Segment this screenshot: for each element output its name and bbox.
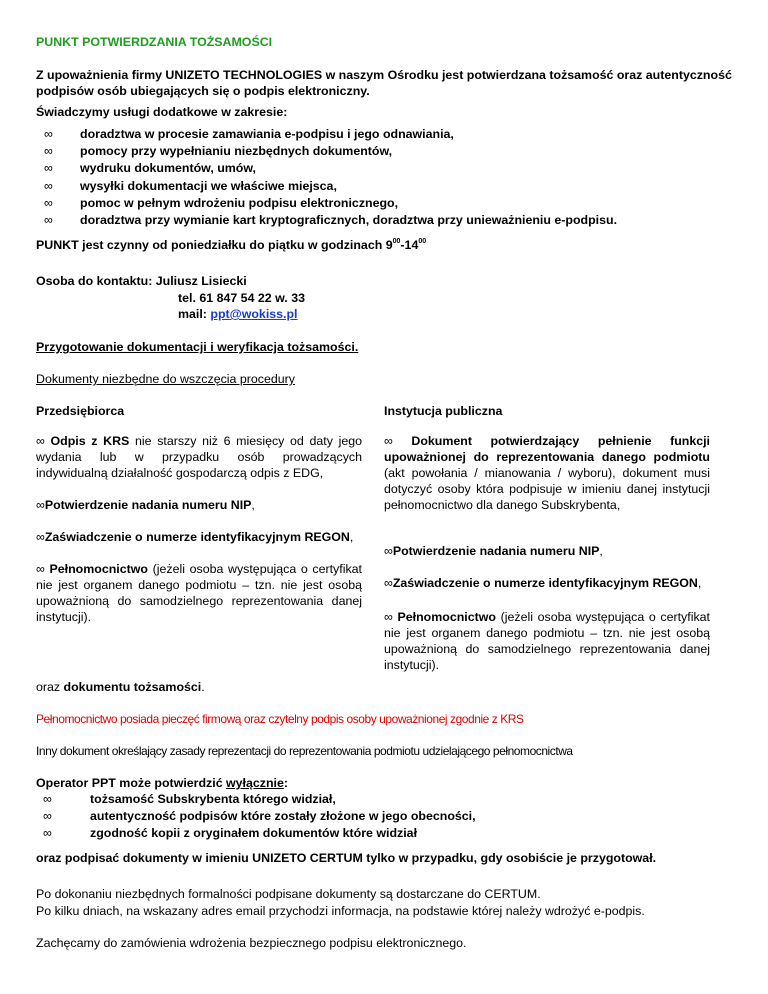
bullet-icon: ∞ (44, 127, 53, 141)
other-document-line: Inny dokument określający zasady reprezentacji do reprezentowania podmiotu udzielającego pełnomocnictwa (36, 744, 573, 758)
bullet-icon: ∞ (43, 809, 52, 824)
page-title: PUNKT POTWIERDZANIA TOŻSAMOŚCI (36, 35, 273, 49)
institution-item-proxy: ∞ Pełnomocnictwo (jeżeli osoba występująca o certyfikat nie jest organem danego podmiotu – tzn. nie jest osobą upoważnioną do samodzielnego reprezentowania danej instytucji). (384, 610, 710, 672)
bullet-icon: ∞ (36, 498, 45, 512)
list-item: ∞ pomocy przy wypełnianiu niezbędnych dokumentów, (44, 144, 393, 159)
entrepreneur-item-proxy: ∞ Pełnomocnictwo (jeżeli osoba występująca o certyfikat nie jest organem danego podmiotu – tzn. nie jest osobą upoważnioną do samodzielnego reprezentowania danej instytucji). (36, 562, 362, 624)
list-item: ∞ tożsamość Subskrybenta którego widział, (43, 792, 336, 806)
bullet-icon: ∞ (44, 212, 53, 227)
operator-list (36, 791, 732, 843)
entrepreneur-heading: Przedsiębiorca (36, 404, 125, 418)
services-list (36, 126, 732, 229)
services-heading: Świadczymy usługi dodatkowe w zakresie: (36, 105, 288, 119)
identity-document-line: oraz dokumentu tożsamości. (36, 680, 205, 694)
operator-sign-note: oraz podpisać dokumenty w imieniu UNIZETO CERTUM tylko w przypadku, gdy osobiście je przygotował. (36, 851, 657, 865)
opening-hours: PUNKT jest czynny od poniedziałku do piątku w godzinach $9^{00}-14^{00}$ (36, 238, 427, 252)
institution-item-nip: ∞Potwierdzenie nadania numeru NIP, (384, 544, 603, 558)
entrepreneur-item-krs: ∞ Odpis z KRS nie starszy niż 6 miesięcy od daty jego wydania lub w przypadku osób prowadzących indywidualną działalność gospodarczą odpis z EDG, (36, 434, 362, 480)
list-item: ∞ zgodność kopii z oryginałem dokumentów które widział (43, 826, 418, 841)
bullet-icon: ∞ (36, 562, 45, 576)
entrepreneur-item-regon: ∞Zaświadczenie o numerze identyfikacyjnym REGON, (36, 530, 354, 544)
entrepreneur-item-nip: ∞Potwierdzenie nadania numeru NIP, (36, 498, 255, 512)
bullet-icon: ∞ (44, 178, 53, 193)
contact-mail-line: mail: ppt@wokiss.pl (178, 307, 298, 321)
list-item: ∞ doradztwa przy wymianie kart kryptograficznych, doradztwa przy unieważnieniu e-podpisu. (44, 212, 618, 227)
bullet-icon: ∞ (384, 544, 393, 558)
bullet-icon: ∞ (384, 610, 393, 624)
list-item: ∞ doradztwa w procesie zamawiania e-podpisu i jego odnawiania, (44, 127, 454, 141)
list-item: ∞ wydruku dokumentów, umów, (44, 161, 256, 176)
bullet-icon: ∞ (44, 161, 53, 176)
after-paragraph-2: Po kilku dniach, na wskazany adres email przychodzi informacja, na podstawie której należy wdrożyć e-podpis. (36, 904, 645, 918)
list-item: ∞ wysyłki dokumentacji we właściwe miejsca, (44, 178, 337, 193)
list-item: ∞ autentyczność podpisów które zostały złożone w jego obecności, (43, 809, 476, 824)
bullet-icon: ∞ (44, 144, 53, 159)
email-link[interactable]: ppt@wokiss.pl (210, 307, 298, 321)
institution-item-appointment: ∞ Dokument potwierdzający pełnienie funkcji upoważnionej do reprezentowania danego podmiotu (akt powołania / mianowania / wyboru), dokument musi dotyczyć osoby która podpisuje w imieniu danej instytucji pełnomocnictwo dla danego Subskrybenta, (384, 434, 710, 512)
bullet-icon: ∞ (43, 826, 52, 841)
bullet-icon: ∞ (384, 434, 393, 448)
contact-phone: tel. 61 847 54 22 w. 33 (178, 291, 305, 305)
after-paragraph-1: Po dokonaniu niezbędnych formalności podpisane dokumenty są dostarczane do CERTUM. (36, 887, 541, 901)
public-institution-heading: Instytucja publiczna (384, 404, 503, 418)
institution-item-regon: ∞Zaświadczenie o numerze identyfikacyjnym REGON, (384, 576, 702, 590)
red-notice: Pełnomocnictwo posiada pieczęć firmową oraz czytelny podpis osoby upoważnionej zgodnie z KRS (36, 712, 524, 726)
closing-line: Zachęcamy do zamówienia wdrożenia bezpiecznego podpisu elektronicznego. (36, 936, 467, 950)
operator-heading: Operator PPT może potwierdzić wyłącznie: (36, 776, 289, 790)
intro-paragraph: Z upoważnienia firmy UNIZETO TECHNOLOGIES w naszym Ośrodku jest potwierdzana tożsamość oraz autentyczność podpisów osób ubiegających się o podpis elektroniczny. (36, 68, 732, 98)
contact-person: Osoba do kontaktu: Juliusz Lisiecki (36, 274, 247, 288)
bullet-icon: ∞ (36, 530, 45, 544)
prep-heading: Przygotowanie dokumentacji i weryfikacja tożsamości. (36, 340, 359, 354)
list-item: ∞ pomoc w pełnym wdrożeniu podpisu elektronicznego, (44, 195, 399, 210)
docs-heading: Dokumenty niezbędne do wszczęcia procedury (36, 372, 295, 386)
bullet-icon: ∞ (43, 792, 52, 806)
bullet-icon: ∞ (44, 195, 53, 210)
bullet-icon: ∞ (384, 576, 393, 590)
bullet-icon: ∞ (36, 434, 45, 448)
